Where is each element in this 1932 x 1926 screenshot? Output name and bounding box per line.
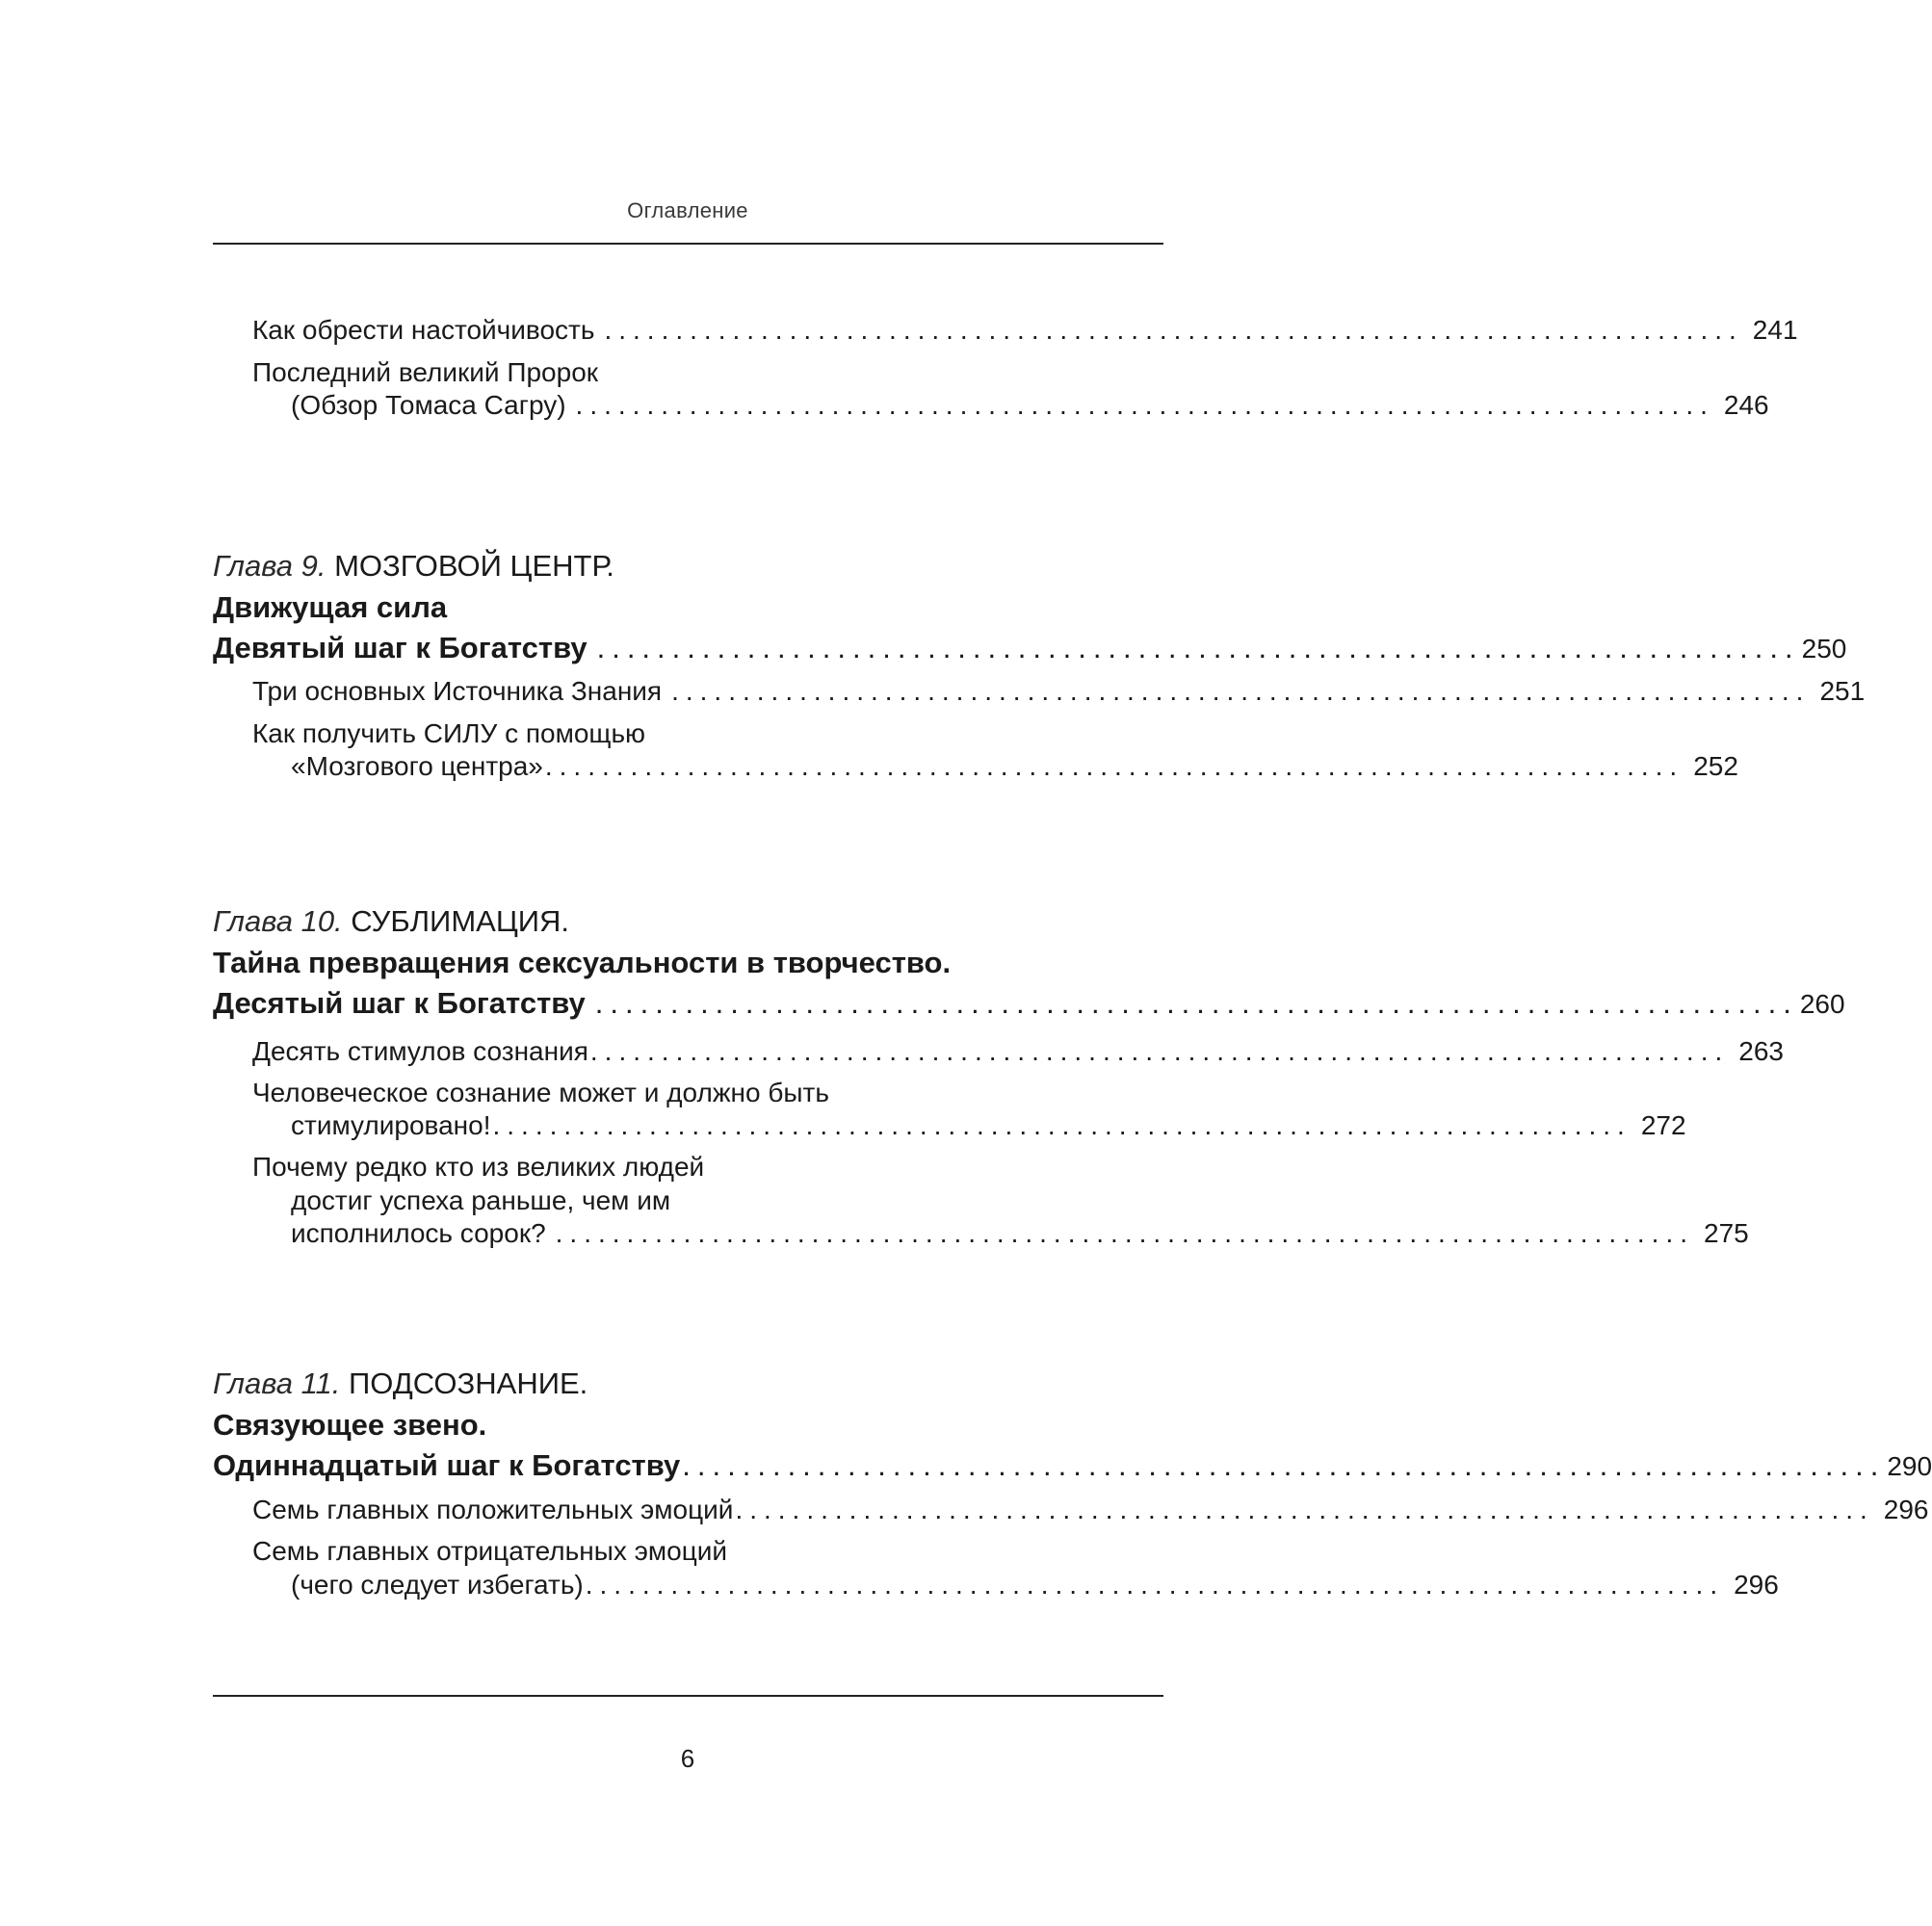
leader-dots: ................................................................................ xyxy=(555,1218,1694,1248)
page-number: 6 xyxy=(680,1744,695,1773)
toc-entry-title: стимулировано! xyxy=(291,1110,491,1140)
top-rule xyxy=(213,243,1163,245)
chapter-step-page: 250 xyxy=(1801,634,1847,664)
leader-dots: ................................................................................ xyxy=(594,986,1798,1020)
toc-entry-page: 241 xyxy=(1752,315,1798,345)
bottom-rule xyxy=(213,1695,1163,1697)
chapter-subtitle: Связующее звено. xyxy=(213,1408,487,1442)
chapter-step-title: Десятый шаг к Богатству xyxy=(213,986,586,1020)
toc-entry[interactable] xyxy=(291,751,1738,784)
toc-entry[interactable] xyxy=(252,1495,1929,1527)
toc-entry-page: 246 xyxy=(1723,390,1769,420)
toc-entry-title: исполнилось сорок? xyxy=(291,1218,546,1248)
toc-entry[interactable] xyxy=(291,1218,1749,1251)
leader-dots: ................................................................................ xyxy=(589,1036,1730,1066)
leader-dots: ................................................................................ xyxy=(604,315,1743,345)
toc-entry-title: (Обзор Томаса Сагру) xyxy=(291,390,566,420)
running-head: Оглавление xyxy=(627,198,748,222)
chapter-step-entry[interactable] xyxy=(213,986,1845,1023)
leader-dots: ................................................................................ xyxy=(575,390,1714,420)
toc-entry-title: Десять стимулов сознания xyxy=(252,1036,588,1066)
toc-entry-line1[interactable]: Семь главных отрицательных эмоций xyxy=(252,1536,728,1566)
leader-dots: ................................................................................ xyxy=(596,631,1800,664)
toc-entry-title: (чего следует избегать) xyxy=(291,1570,584,1600)
toc-entry-line1[interactable]: Последний великий Пророк xyxy=(252,357,599,387)
toc-entry-page: 272 xyxy=(1640,1110,1686,1140)
toc-entry[interactable] xyxy=(252,1036,1784,1069)
chapter-label: Глава 10. xyxy=(213,904,343,938)
toc-entry[interactable] xyxy=(291,390,1769,423)
leader-dots: ................................................................................ xyxy=(671,676,1811,706)
chapter-step-title: Одиннадцатый шаг к Богатству xyxy=(213,1448,681,1482)
leader-dots: ................................................................................ xyxy=(544,751,1684,781)
leader-dots: ................................................................................ xyxy=(492,1110,1632,1140)
chapter-heading[interactable] xyxy=(213,904,569,939)
toc-entry-line2[interactable]: достиг успеха раньше, чем им xyxy=(291,1185,671,1215)
toc-entry[interactable] xyxy=(291,1570,1779,1602)
chapter-label: Глава 11. xyxy=(213,1366,341,1400)
toc-entry-title: Три основных Источника Знания xyxy=(252,676,663,706)
chapter-subtitle: Тайна превращения сексуальности в творчество. xyxy=(213,946,952,979)
leader-dots: ................................................................................ xyxy=(585,1570,1725,1600)
toc-entry-page: 252 xyxy=(1693,751,1738,781)
toc-entry[interactable] xyxy=(252,315,1798,348)
chapter-name: СУБЛИМАЦИЯ. xyxy=(351,904,570,938)
chapter-heading[interactable] xyxy=(213,549,614,584)
toc-entry-page: 263 xyxy=(1738,1036,1784,1066)
toc-entry-line1[interactable]: Почему редко кто из великих людей xyxy=(252,1152,705,1182)
toc-entry-page: 251 xyxy=(1819,676,1866,706)
toc-entry-line1[interactable]: Человеческое сознание может и должно быть xyxy=(252,1078,829,1107)
toc-entry[interactable] xyxy=(291,1110,1686,1143)
chapter-step-page: 290 xyxy=(1887,1451,1932,1481)
leader-dots: ................................................................................ xyxy=(735,1495,1874,1524)
chapter-step-title: Девятый шаг к Богатству xyxy=(213,631,587,664)
toc-entry[interactable] xyxy=(252,676,1866,709)
chapter-step-entry[interactable] xyxy=(213,631,1847,667)
toc-entry-page: 275 xyxy=(1704,1218,1749,1248)
toc-entry-page: 296 xyxy=(1734,1570,1779,1600)
toc-entry-page: 296 xyxy=(1883,1495,1929,1524)
chapter-heading[interactable] xyxy=(213,1366,587,1401)
chapter-name: МОЗГОВОЙ ЦЕНТР. xyxy=(334,549,614,583)
toc-entry-title: Как обрести настойчивость xyxy=(252,315,595,345)
toc-entry-title: Семь главных положительных эмоций xyxy=(252,1495,734,1524)
chapter-label: Глава 9. xyxy=(213,549,326,583)
leader-dots: ................................................................................ xyxy=(682,1448,1886,1482)
chapter-name: ПОДСОЗНАНИЕ. xyxy=(349,1366,588,1400)
toc-entry-title: «Мозгового центра» xyxy=(291,751,543,781)
chapter-step-entry[interactable] xyxy=(213,1448,1932,1485)
toc-entry-line1[interactable]: Как получить СИЛУ с помощью xyxy=(252,718,646,748)
chapter-step-page: 260 xyxy=(1799,989,1845,1019)
chapter-subtitle: Движущая сила xyxy=(213,590,448,624)
